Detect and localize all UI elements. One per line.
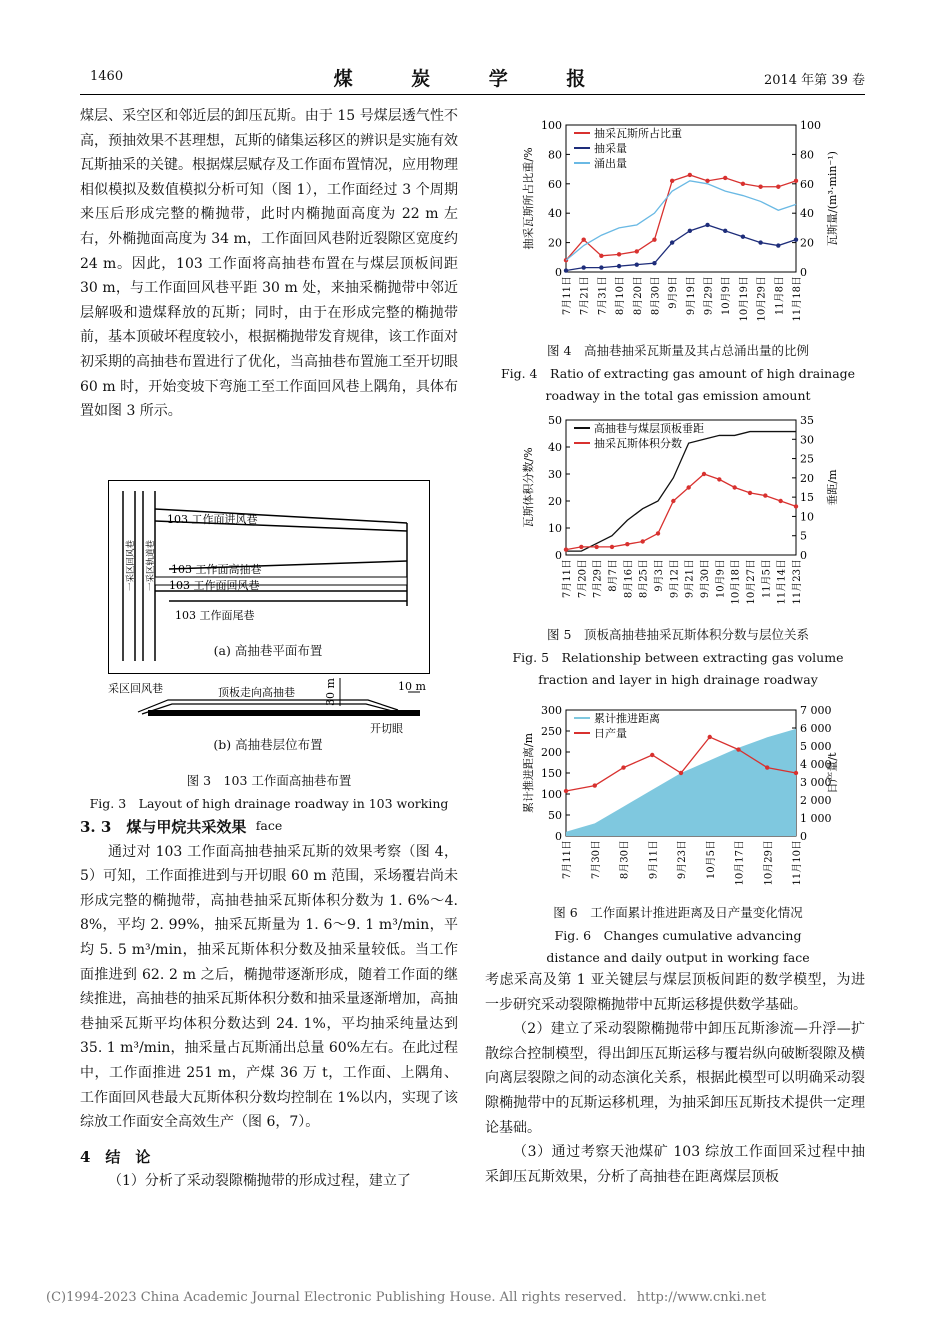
footer-url: http://www.cnki.net bbox=[636, 1290, 767, 1305]
header-rule bbox=[80, 94, 865, 95]
data-point bbox=[625, 542, 629, 546]
y2-tick-label: 40 bbox=[800, 207, 814, 221]
y2-axis-label: 垂距/m bbox=[826, 469, 839, 506]
y-tick-label: 20 bbox=[548, 236, 562, 250]
body-paragraph: 考虑采高及第 1 亚关键层与煤层顶板间距的数学模型，为进一步研究采动裂隙椭抛带中瓦斯运移提供数学基础。 bbox=[485, 972, 865, 1013]
y2-tick-label: 60 bbox=[800, 177, 814, 191]
label-intake: 103 工作面进风巷 bbox=[167, 513, 258, 526]
y2-tick-label: 7 000 bbox=[800, 704, 832, 717]
x-tick-label: 7月11日 bbox=[562, 559, 573, 599]
x-tick-label: 10月19日 bbox=[738, 276, 750, 322]
label-return: 103 工作面回风巷 bbox=[169, 579, 260, 592]
body-paragraph: （1）分析了采动裂隙椭抛带的形成过程，建立了 bbox=[108, 1173, 411, 1190]
copyright-footer bbox=[40, 1290, 920, 1305]
data-point bbox=[765, 765, 769, 769]
data-point bbox=[758, 240, 762, 244]
figure5-caption-en: Fig. 5 Relationship between extracting gas volume bbox=[512, 649, 844, 665]
series-line bbox=[566, 181, 796, 260]
figure4-caption-en: Fig. 4 Ratio of extracting gas amount of high drainage bbox=[500, 365, 856, 381]
figure4-caption-cn: 图 4 高抽巷抽采瓦斯量及其占总涌出量的比例 bbox=[547, 343, 809, 358]
y2-tick-label: 80 bbox=[800, 148, 814, 162]
x-tick-label: 10月9日 bbox=[721, 276, 733, 316]
data-point bbox=[705, 179, 709, 183]
label-high-drainage: 103 工作面高抽巷 bbox=[171, 563, 262, 576]
legend-label: 抽采量 bbox=[594, 142, 627, 155]
label-district-rail: 一采区轨道巷 bbox=[146, 539, 156, 591]
figure6-caption bbox=[478, 902, 878, 970]
data-point bbox=[640, 539, 644, 543]
body-paragraph: 通过对 103 工作面高抽巷抽采瓦斯的效果考察（图 4，5）可知，工作面推进到与开切眼 60 m 范围，采场覆岩尚未形成完整的椭抛带，高抽巷抽采瓦斯体积分数为 1. 6%～4. 8%，平均 2. 99%，抽采瓦斯量为 1. 6～9. 1 m³/min，平均 5. 5 m³/min，抽采瓦斯体积分数及抽采量较低。当工作面推进到 62. 2 m 之后，椭抛带逐渐形成，随着工作面的继续推进，高抽巷的抽采瓦斯体积分数和抽采量逐渐增加，高抽巷抽采瓦斯平均体积分数达到 24. 1%，平均抽采纯量达到 35. 1 m³/min，抽采量占瓦斯涌出总量 60%左右。在此过程中，工作面推进 251 m，产煤 36 万 t，工作面、上隅角、工作面回风巷最大瓦斯体积分数均控制在 1%以内，实现了该综放工作面安全高效生产（图 6，7）。 bbox=[80, 843, 459, 1131]
page-header bbox=[80, 66, 865, 94]
data-point bbox=[778, 499, 782, 503]
figure4-caption-en: roadway in the total gas emission amount bbox=[545, 388, 811, 403]
figure6-caption-cn: 图 6 工作面累计推进距离及日产量变化情况 bbox=[553, 905, 803, 920]
x-tick-label: 7月20日 bbox=[577, 559, 589, 599]
data-point bbox=[635, 249, 639, 253]
data-point bbox=[776, 243, 780, 247]
x-tick-label: 11月5日 bbox=[761, 559, 773, 599]
y-axis-label: 累计推进距离/m bbox=[522, 732, 535, 814]
x-tick-label: 9月30日 bbox=[700, 559, 711, 599]
y2-tick-label: 25 bbox=[800, 452, 814, 466]
x-tick-label: 10月9日 bbox=[715, 559, 727, 599]
data-point bbox=[599, 254, 603, 258]
figure6-caption-en: Fig. 6 Changes cumulative advancing bbox=[554, 927, 802, 943]
data-point bbox=[593, 783, 597, 787]
figure3b-section-diagram bbox=[108, 670, 438, 740]
x-tick-label: 11月14日 bbox=[776, 559, 788, 605]
y-tick-label: 0 bbox=[555, 266, 562, 279]
x-tick-label: 7月21日 bbox=[579, 276, 591, 316]
x-tick-label: 9月23日 bbox=[677, 840, 688, 880]
label-tail: 103 工作面尾巷 bbox=[175, 609, 255, 622]
label-district-return-b: 采区回风巷 bbox=[108, 682, 163, 695]
left-column-top bbox=[80, 104, 458, 424]
y2-tick-label: 3 000 bbox=[800, 776, 832, 789]
page-number: 1460 bbox=[90, 69, 124, 84]
data-point bbox=[741, 182, 745, 186]
x-tick-label: 9月21日 bbox=[684, 559, 696, 599]
x-tick-label: 8月7日 bbox=[608, 559, 619, 592]
figure4-chart bbox=[508, 115, 848, 335]
data-point bbox=[688, 173, 692, 177]
data-point bbox=[635, 262, 639, 266]
y-tick-label: 10 bbox=[548, 522, 562, 535]
figure3-caption-en: Fig. 3 Layout of high drainage roadway in 103 working face bbox=[89, 795, 449, 833]
figure5-caption-cn: 图 5 顶板高抽巷抽采瓦斯体积分数与层位关系 bbox=[547, 627, 809, 642]
data-point bbox=[652, 261, 656, 265]
data-point bbox=[650, 753, 654, 757]
y2-axis-label: 日产量/t bbox=[826, 752, 839, 794]
x-tick-label: 7月11日 bbox=[562, 276, 573, 316]
y-tick-label: 150 bbox=[541, 767, 562, 780]
x-tick-label: 9月3日 bbox=[654, 559, 665, 592]
legend-label: 日产量 bbox=[594, 727, 627, 740]
y-tick-label: 100 bbox=[541, 788, 562, 801]
x-tick-label: 11月18日 bbox=[792, 276, 803, 322]
x-tick-label: 8月30日 bbox=[619, 840, 631, 880]
y-tick-label: 40 bbox=[548, 207, 562, 221]
x-tick-label: 7月29日 bbox=[592, 559, 604, 599]
y2-tick-label: 0 bbox=[800, 830, 807, 843]
y-tick-label: 80 bbox=[548, 148, 562, 162]
journal-title: 煤 炭 学 报 bbox=[333, 68, 612, 90]
figure5-caption-en: fraction and layer in high drainage roadway bbox=[538, 672, 818, 687]
x-tick-label: 8月25日 bbox=[638, 559, 650, 599]
x-tick-label: 10月18日 bbox=[730, 559, 742, 605]
data-point bbox=[564, 789, 568, 793]
data-point bbox=[581, 237, 585, 241]
y-tick-label: 60 bbox=[548, 177, 562, 191]
legend-label: 涌出量 bbox=[594, 157, 627, 170]
label-cut: 开切眼 bbox=[370, 722, 403, 735]
data-point bbox=[564, 268, 568, 272]
y-tick-label: 300 bbox=[541, 704, 562, 717]
series-line bbox=[566, 474, 796, 550]
y2-tick-label: 15 bbox=[800, 491, 814, 505]
data-point bbox=[758, 185, 762, 189]
y-tick-label: 0 bbox=[555, 549, 562, 562]
label-30m: 30 m bbox=[324, 678, 337, 706]
y2-tick-label: 35 bbox=[800, 414, 814, 427]
body-paragraph: （2）建立了采动裂隙椭抛带中卸压瓦斯渗流—升浮—扩散综合控制模型，得出卸压瓦斯运移与覆岩纵向破断裂隙及横向离层裂隙之间的动态演化关系，根据此模型可以明确采动裂隙椭抛带中的瓦斯运移机理，为抽采卸压瓦斯技术提供一定理论基础。 bbox=[485, 1021, 865, 1136]
figure3b-subcaption: (b) 高抽巷层位布置 bbox=[213, 737, 323, 752]
data-point bbox=[794, 771, 798, 775]
data-point bbox=[617, 252, 621, 256]
data-point bbox=[794, 179, 798, 183]
data-point bbox=[670, 240, 674, 244]
data-point bbox=[732, 485, 736, 489]
y-axis-label: 瓦斯体积分数/% bbox=[522, 447, 535, 528]
figure6-caption-en: distance and daily output in working face bbox=[546, 950, 810, 965]
x-tick-label: 10月5日 bbox=[705, 840, 717, 880]
series-line bbox=[566, 225, 796, 271]
y-tick-label: 200 bbox=[541, 746, 562, 759]
data-point bbox=[670, 179, 674, 183]
x-tick-label: 7月11日 bbox=[562, 840, 573, 880]
figure5-chart bbox=[508, 410, 848, 625]
y2-tick-label: 2 000 bbox=[800, 794, 832, 807]
figure5-caption bbox=[478, 624, 878, 692]
data-point bbox=[776, 185, 780, 189]
data-point bbox=[686, 485, 690, 489]
x-tick-label: 8月20日 bbox=[632, 276, 644, 316]
y-tick-label: 30 bbox=[548, 468, 562, 481]
x-tick-label: 10月17日 bbox=[734, 840, 746, 886]
y2-axis-label: 瓦斯量/(m³·min⁻¹) bbox=[826, 151, 839, 246]
data-point bbox=[599, 265, 603, 269]
data-point bbox=[794, 237, 798, 241]
x-tick-label: 11月23日 bbox=[792, 559, 803, 605]
x-tick-label: 8月30日 bbox=[650, 276, 662, 316]
volume-label: 2014 年第 39 卷 bbox=[763, 73, 865, 88]
y2-tick-label: 0 bbox=[800, 266, 807, 279]
legend-label: 累计推进距离 bbox=[594, 712, 660, 725]
x-tick-label: 9月29日 bbox=[703, 276, 715, 316]
x-tick-label: 10月29日 bbox=[763, 840, 775, 886]
data-point bbox=[564, 547, 568, 551]
x-tick-label: 7月30日 bbox=[590, 840, 602, 880]
legend-label: 抽采瓦斯体积分数 bbox=[594, 437, 682, 450]
y-axis-label: 抽采瓦斯所占比重/% bbox=[522, 147, 535, 250]
x-tick-label: 11月10日 bbox=[792, 840, 803, 886]
data-point bbox=[579, 545, 583, 549]
data-point bbox=[794, 504, 798, 508]
left-column-bottom bbox=[80, 815, 458, 1194]
legend-label: 高抽巷与煤层顶板垂距 bbox=[594, 422, 704, 435]
figure6-chart bbox=[508, 700, 848, 900]
body-paragraph: 煤层、采空区和邻近层的卸压瓦斯。由于 15 号煤层透气性不高，预抽效果不甚理想，瓦斯的储集运移区的辨识是实施有效瓦斯抽采的关键。根据煤层赋存及工作面布置情况，应用物理相似模拟及数值模拟分析可知（图 1），工作面经过 3 个周期来压后形成完整的椭抛带，此时内椭抛面高度为 22 m 左右，外椭抛面高度为 34 m，工作面回风巷附近裂隙区宽度约 24 m。因此，103 工作面将高抽巷布置在与煤层顶板间距 30 m，与工作面回风巷平距 30 m 处，来抽采椭抛带中邻近层解吸和遗煤释放的瓦斯；同时，由于在形成完整的椭抛带前，基本顶破坏程度较小，根据椭抛带发育规律，该工作面对初采期的高抽巷布置进行了优化，当高抽巷布置施工至开切眼 60 m 时，开始变坡下弯施工至工作面回风巷上隅角，具体布置如图 3 所示。 bbox=[80, 108, 458, 420]
label-roof-high: 顶板走向高抽巷 bbox=[218, 686, 295, 699]
data-point bbox=[723, 229, 727, 233]
y2-tick-label: 20 bbox=[800, 471, 814, 485]
y-tick-label: 0 bbox=[555, 830, 562, 843]
data-point bbox=[717, 477, 721, 481]
x-tick-label: 7月31日 bbox=[597, 276, 609, 316]
data-point bbox=[621, 765, 625, 769]
data-point bbox=[702, 472, 706, 476]
y-tick-label: 20 bbox=[548, 495, 562, 508]
x-tick-label: 10月27日 bbox=[746, 559, 757, 605]
y-tick-label: 100 bbox=[541, 119, 562, 132]
y2-tick-label: 30 bbox=[800, 433, 814, 447]
x-tick-label: 9月19日 bbox=[685, 276, 697, 316]
y2-tick-label: 1 000 bbox=[800, 812, 832, 825]
y2-tick-label: 6 000 bbox=[800, 722, 832, 735]
data-point bbox=[748, 491, 752, 495]
x-tick-label: 9月9日 bbox=[668, 276, 680, 309]
y2-tick-label: 0 bbox=[800, 549, 807, 562]
section-heading-3-3: 3. 3 煤与甲烷共采效果 bbox=[80, 818, 247, 836]
y-tick-label: 250 bbox=[541, 725, 562, 738]
data-point bbox=[671, 499, 675, 503]
x-tick-label: 8月10日 bbox=[615, 276, 627, 316]
data-point bbox=[594, 545, 598, 549]
data-point bbox=[688, 229, 692, 233]
y2-tick-label: 20 bbox=[800, 236, 814, 250]
x-tick-label: 9月12日 bbox=[669, 559, 681, 599]
figure3a-subcaption: (a) 高抽巷平面布置 bbox=[213, 643, 323, 658]
legend-label: 抽采瓦斯所占比重 bbox=[594, 127, 682, 140]
data-point bbox=[763, 493, 767, 497]
x-tick-label: 11月8日 bbox=[774, 276, 786, 316]
figure3-caption-cn: 图 3 103 工作面高抽巷布置 bbox=[186, 773, 352, 788]
data-point bbox=[736, 747, 740, 751]
data-point bbox=[723, 176, 727, 180]
data-point bbox=[617, 264, 621, 268]
label-10m: 10 m bbox=[398, 680, 426, 693]
data-point bbox=[581, 265, 585, 269]
data-point bbox=[705, 223, 709, 227]
y-tick-label: 50 bbox=[548, 809, 562, 822]
data-point bbox=[741, 235, 745, 239]
data-point bbox=[610, 545, 614, 549]
right-column-text bbox=[485, 968, 865, 1189]
label-district-return: 一采区回风巷 bbox=[126, 539, 136, 591]
data-point bbox=[656, 531, 660, 535]
data-point bbox=[708, 735, 712, 739]
y2-tick-label: 5 000 bbox=[800, 740, 832, 753]
figure4-caption bbox=[478, 340, 878, 408]
y-tick-label: 40 bbox=[548, 441, 562, 454]
body-paragraph: （3）通过考察天池煤矿 103 综放工作面回采过程中抽采卸压瓦斯效果，分析了高抽巷在距离煤层顶板 bbox=[485, 1144, 865, 1185]
copyright-text: (C)1994-2023 China Academic Journal Electronic Publishing House. All rights reserved. bbox=[46, 1290, 627, 1305]
y2-tick-label: 4 000 bbox=[800, 758, 832, 771]
y-tick-label: 50 bbox=[548, 414, 562, 427]
y2-tick-label: 5 bbox=[800, 529, 807, 543]
y2-tick-label: 100 bbox=[800, 119, 821, 132]
y2-tick-label: 10 bbox=[800, 510, 814, 524]
data-point bbox=[652, 237, 656, 241]
x-tick-label: 8月16日 bbox=[623, 559, 635, 599]
data-point bbox=[679, 771, 683, 775]
x-tick-label: 9月11日 bbox=[648, 840, 660, 880]
section-heading-4: 4 结 论 bbox=[80, 1147, 151, 1166]
x-tick-label: 10月29日 bbox=[756, 276, 768, 322]
